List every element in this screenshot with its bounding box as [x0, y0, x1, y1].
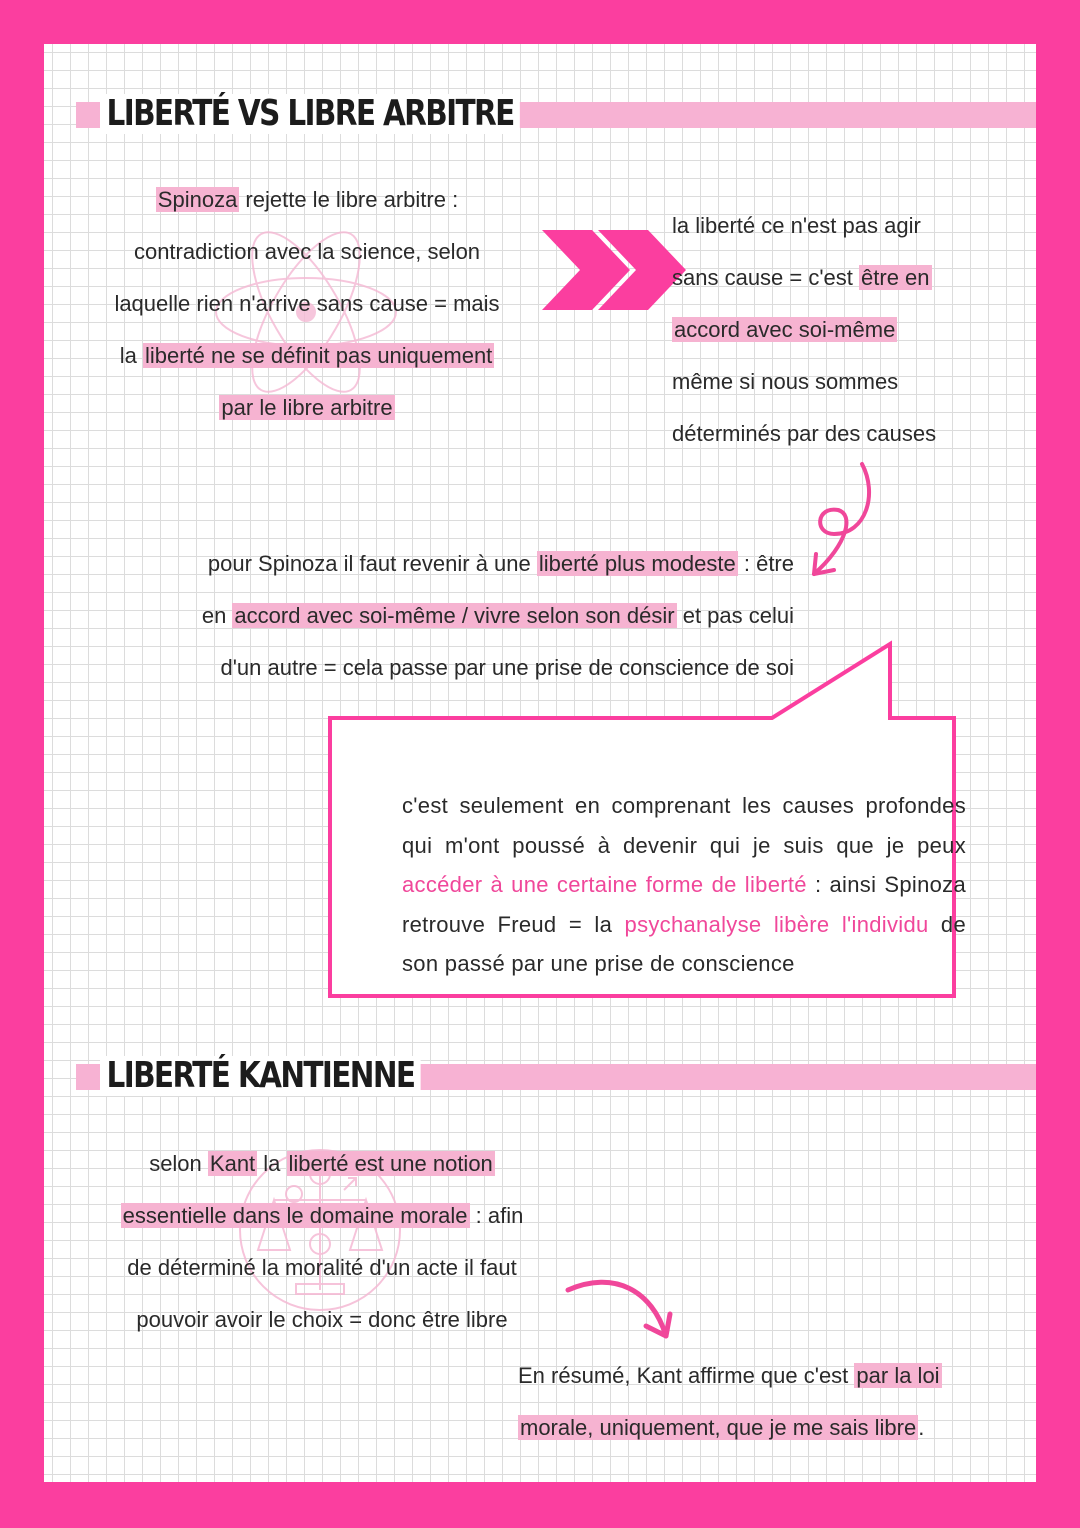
kant-summary-text: En résumé, Kant affirme que c'est par la loi morale, uniquement, que je me sais libre.	[518, 1363, 940, 1440]
liberte-modeste-text: pour Spinoza il faut revenir à une liberté plus modeste : être en accord avec soi-même / vivre selon son désir et pas celui d'un autre = cela passe par une prise de conscience de soi	[201, 551, 794, 680]
double-chevron-icon	[542, 230, 686, 310]
curved-arrow-icon	[568, 1282, 670, 1336]
liberte-definition-text: la liberté ce n'est pas agir sans cause = c'est être en accord avec soi-même même si nous sommes déterminés par des causes	[672, 213, 937, 446]
curly-arrow-icon	[814, 464, 869, 574]
spinoza-intro-text: Spinoza rejette le libre arbitre : contradiction avec la science, selon laquelle rien n'arrive sans cause = mais la liberté ne se définit pas uniquement par le libre arbitre	[114, 187, 500, 420]
section-title-liberte-vs-libre-arbitre: LIBERTÉ VS LIBRE ARBITRE	[100, 94, 520, 134]
section-title-liberte-kantienne: LIBERTÉ KANTIENNE	[100, 1056, 421, 1096]
freud-callout-text: c'est seulement en comprenant les causes profondes qui m'ont poussé à devenir qui je suis que je peux accéder à une certaine forme de liberté : ainsi Spinoza retrouve Freud = la psychanalyse libère l'individu de son passé par une prise de conscience	[402, 793, 966, 976]
notebook-page	[44, 44, 1036, 1482]
kant-liberte-text: selon Kant la liberté est une notion essentielle dans le domaine morale : afin de déterminé la moralité d'un acte il faut pouvoir avoir le choix = donc être libre	[122, 1151, 524, 1332]
